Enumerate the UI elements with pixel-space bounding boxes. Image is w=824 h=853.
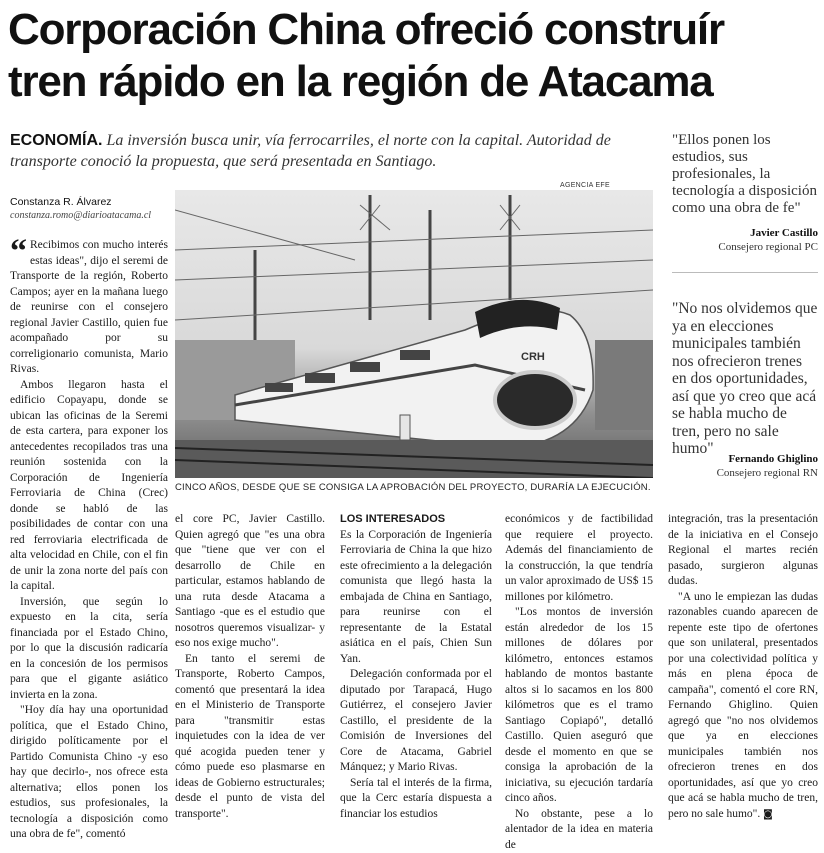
pull-quote-1-attribution (672, 226, 818, 254)
pull-quote-2-author: Fernando Ghiglino (672, 452, 818, 466)
section-subtitle: LOS INTERESADOS (340, 512, 492, 528)
train-label: CRH (521, 351, 545, 363)
train-photo (175, 190, 653, 478)
article-column-2 (175, 512, 325, 822)
paragraph: Inversión, que según lo expuesto en la cita, sería financiada por el Estado Chino, por lo que la discusión radicaría en la concesión de los permisos para que el gigante asiático invierta en la zona. (10, 595, 168, 704)
paragraph: En tanto el seremi de Transporte, Roberto Campos, comentó que presentará la idea en el Ministerio de Transporte para "transmitir estas inquietudes con la idea de ver qué acogida pueden tener y cómo puede eso plasmarse en ideas de Gobierno estructurales; desde el punto de vista del transporte". (175, 652, 325, 823)
headline-line-2: tren rápido en la región de Atacama (8, 56, 820, 108)
subhead (10, 130, 650, 172)
pull-quote-2-role: Consejero regional RN (672, 466, 818, 480)
pull-quote-divider (672, 272, 818, 273)
byline (10, 195, 170, 223)
paragraph: "A uno le empiezan las dudas razonables cuando aparecen de repente este tipo de ofertones que son unilateral, presentados por una colectividad política y más en plena época de campaña", comentó el core RN, Fernando Ghiglino. Quien agregó que "no nos olvidemos que ya en elecciones municipales también nos ofrecieron trenes en dos oportunidades, así que yo creo que acá se habla mucho de tren, pero no sale humo". (668, 591, 818, 820)
train-illustration (175, 190, 653, 478)
paragraph: "Hoy día hay una oportunidad política, que el Estado Chino, dirigido políticamente por el Partido Comunista Chino -y eso hay que decirlo-, nos ofrece esta alternativa; ellos ponen los estudios, sus profesionales, la tecnología a disposición como una obra de fe", comentó (10, 703, 168, 843)
headline-line-1: Corporación China ofreció construír (8, 4, 820, 56)
subhead-text: La inversión busca unir, vía ferrocarriles, el norte con la capital. Autoridad de transporte conoció la propuesta, que será presentada en Santiago. (10, 132, 611, 170)
author-name: Constanza R. Álvarez (10, 195, 170, 209)
paragraph: No obstante, pese a lo alentador de la idea en materia de (505, 807, 653, 853)
article-column-5 (668, 512, 818, 822)
paragraph: Ambos llegaron hasta el edificio Copayapu, donde se ubican las oficinas de la Seremi de esta cartera, para exponer los antecedentes recopilados tras una reunión sostenida con la Corporación de Ingeniería Ferroviaria de China (Crec) donde se habló de las posibilidades de contar con una red ferroviaria electrificada de alta velocidad en Chile, con el fin de unir la zona norte del país con la capital. (10, 378, 168, 595)
pull-quote-1-role: Consejero regional PC (672, 240, 818, 254)
paragraph: Sería tal el interés de la firma, que la Cerc estaría dispuesta a financiar los estudios (340, 776, 492, 823)
article-column-1 (10, 238, 168, 843)
pull-quote-2: "No nos olvidemos que ya en elecciones municipales también nos ofrecieron trenes en dos oportunidades, así que yo creo que acá se habla mucho de tren, pero no sale humo" (672, 300, 818, 458)
section-label: ECONOMÍA. (10, 132, 102, 149)
author-email: constanza.romo@diarioatacama.cl (10, 209, 170, 223)
headline (8, 4, 820, 108)
paragraph: Delegación conformada por el diputado por Tarapacá, Hugo Gutiérrez, el consejero Javier Castillo, el presidente de la Comisión de Inversiones del Core de Atacama, Gabriel Mánquez; y Mario Rivas. (340, 667, 492, 776)
pull-quote-1: "Ellos ponen los estudios, sus profesionales, la tecnología a disposición como una obra de fe" (672, 132, 818, 217)
photo-credit: AGENCIA EFE (560, 182, 610, 189)
article-column-4 (505, 512, 653, 853)
paragraph: integración, tras la presentación de la iniciativa en el Consejo Regional el martes recién pasado, surgieron algunas dudas. (668, 512, 818, 590)
article-column-3 (340, 512, 492, 822)
paragraph: el core PC, Javier Castillo. Quien agregó que "es una obra que "tiene que ver con el desarrollo de Chile en particular, estamos hablando de una ruta desde Atacama a Santiago -que es el estudio que nosotros queremos visualizar- y eso nos exige mucho". (175, 512, 325, 652)
paragraph: Es la Corporación de Ingeniería Ferroviaria de China la que hizo este ofrecimiento a la delegación comunista que llegó hasta la embajada de China en Santiago, para reunirse con el representante de la Estatal asiática en el país, Chien Sun Yan. (340, 528, 492, 668)
pull-quote-1-author: Javier Castillo (672, 226, 818, 240)
end-of-article-icon: ◙ (763, 809, 773, 820)
photo-caption: CINCO AÑOS, DESDE QUE SE CONSIGA LA APROBACIÓN DEL PROYECTO, DURARÍA LA EJECUCIÓN. (175, 482, 653, 493)
paragraph: económicos y de factibilidad que requiere el proyecto. Además del financiamiento de la construcción, la que tendría un valor aproximado de US$ 15 millones por kilómetro. (505, 512, 653, 605)
paragraph: Recibimos con mucho interés estas ideas", dijo el seremi de Transporte de la región, Roberto Campos; ayer en la mañana luego de reunirse con el consejero regional Javier Castillo, quien fue acompañado por su correligionario comunista, Mario Rivas. (10, 239, 168, 375)
open-quote-icon: “ (10, 238, 27, 266)
pull-quote-2-attribution (672, 452, 818, 480)
paragraph: "Los montos de inversión están alrededor de los 15 millones de dólares por kilómetro, entonces estamos hablando de montos bastante altos si lo sacamos en los 800 kilómetros que es el tramo Santiago Copiapó", detalló Castillo. Quien aseguró que desde el momento en que se consiga la aprobación de la iniciativa, su ejecución tardaría cinco años. (505, 605, 653, 807)
